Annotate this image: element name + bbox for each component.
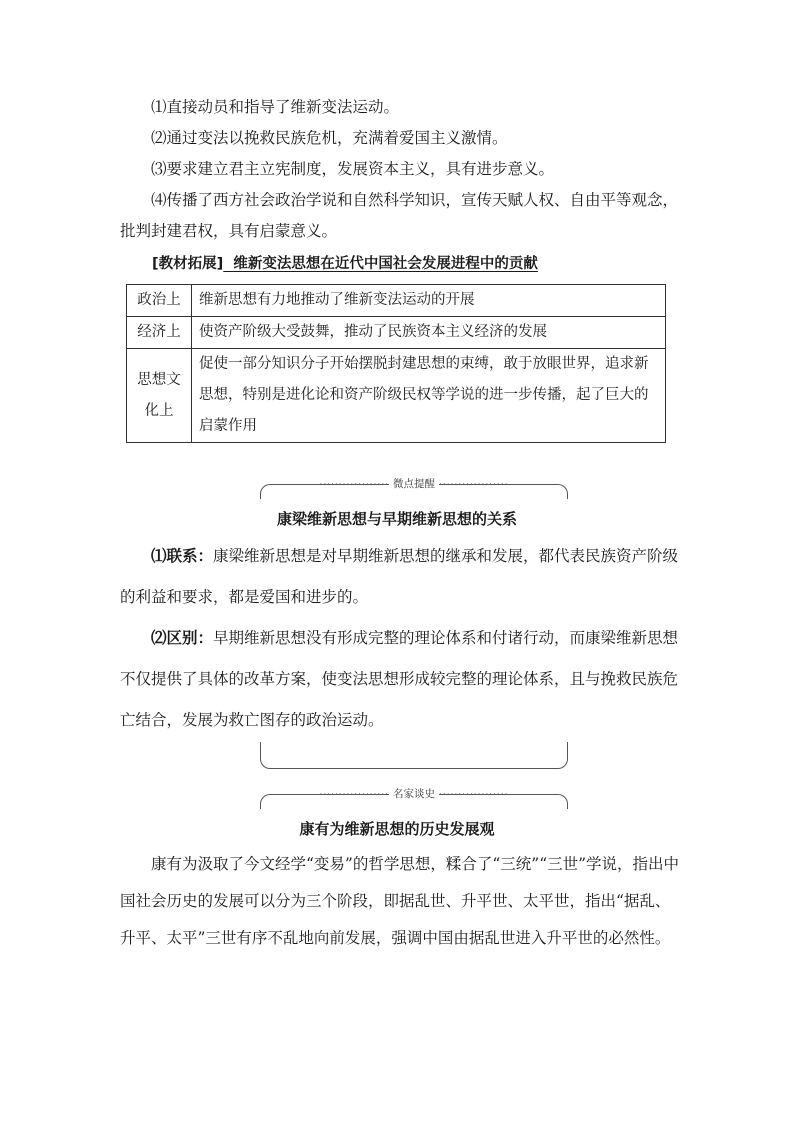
table-row — [127, 285, 666, 317]
tip-box-title: 康梁维新思想与早期维新思想的关系 — [276, 510, 517, 528]
tip-box-p1-text: 康梁维新思想是对早期维新思想的继承和发展，都代表民族资产阶级的利益和要求，都是爱国和进步的。 — [120, 547, 679, 606]
row-key: 政治上 — [127, 285, 192, 317]
tip-box-p2-text: 早期维新思想没有形成完整的理论体系和付诸行动，而康梁维新思想不仅提供了具体的改革方案，使变法思想形成较完整的理论体系，且与挽救民族危亡结合，发展为救亡图存的政治运动。 — [120, 629, 679, 729]
history-box-text: 康有为汲取了今文经学“变易”的哲学思想，糅合了“三统”“三世”学说，指出中国社会历史的发展可以分为三个阶段，即据乱世、升平世、太平世，指出“据乱、升平、太平”三世有序不乱地向前发展，强调中国由据乱世进入升平世的必然性。 — [120, 855, 680, 947]
tip-box-p1 — [120, 536, 680, 618]
extension-tag: [教材拓展] — [152, 256, 224, 272]
extension-title: 维新变法思想在近代中国社会发展进程中的贡献 — [233, 256, 538, 272]
tip-box-frame-bottom — [260, 742, 568, 769]
tip-box-p1-lead: ⑴联系： — [151, 547, 214, 565]
intro-points — [120, 92, 680, 247]
table-row — [127, 349, 666, 443]
row-value: 维新思想有力地推动了维新变法运动的开展 — [192, 285, 666, 317]
tip-box-frame-top — [260, 478, 568, 499]
intro-point-1: ⑴直接动员和指导了维新变法运动。 — [151, 98, 400, 116]
tip-box-p2 — [120, 618, 680, 741]
history-box-label-band: ·················· 名家谈史 ·················· — [319, 788, 509, 800]
row-key: 经济上 — [127, 317, 192, 349]
extension-heading — [152, 252, 538, 273]
row-value: 使资产阶级大受鼓舞，推动了民族资本主义经济的发展 — [192, 317, 666, 349]
intro-point-2: ⑵通过变法以挽救民族危机，充满着爱国主义激情。 — [151, 129, 508, 147]
tip-box-label: 微点提醒 — [389, 478, 439, 490]
history-box-title: 康有为维新思想的历史发展观 — [299, 820, 495, 838]
intro-point-3: ⑶要求建立君主立宪制度，发展资本主义，具有进步意义。 — [151, 160, 555, 178]
tip-box-label-band: ·················· 微点提醒 ·················· — [319, 478, 509, 490]
intro-point-4: ⑷传播了西方社会政治学说和自然科学知识，宣传天赋人权、自由平等观念，批判封建君权，具有启蒙意义。 — [120, 191, 679, 240]
row-value: 促使一部分知识分子开始摆脱封建思想的束缚，敢于放眼世界，追求新思想，特别是进化论和资产阶级民权等学说的进一步传播，起了巨大的启蒙作用 — [192, 349, 666, 443]
row-key: 思想文化上 — [127, 349, 192, 443]
history-box-frame-top — [260, 788, 568, 809]
table-row — [127, 317, 666, 349]
history-box-label: 名家谈史 — [389, 788, 439, 800]
tip-box-p2-lead: ⑵区别： — [151, 629, 214, 647]
extension-table — [126, 284, 666, 443]
